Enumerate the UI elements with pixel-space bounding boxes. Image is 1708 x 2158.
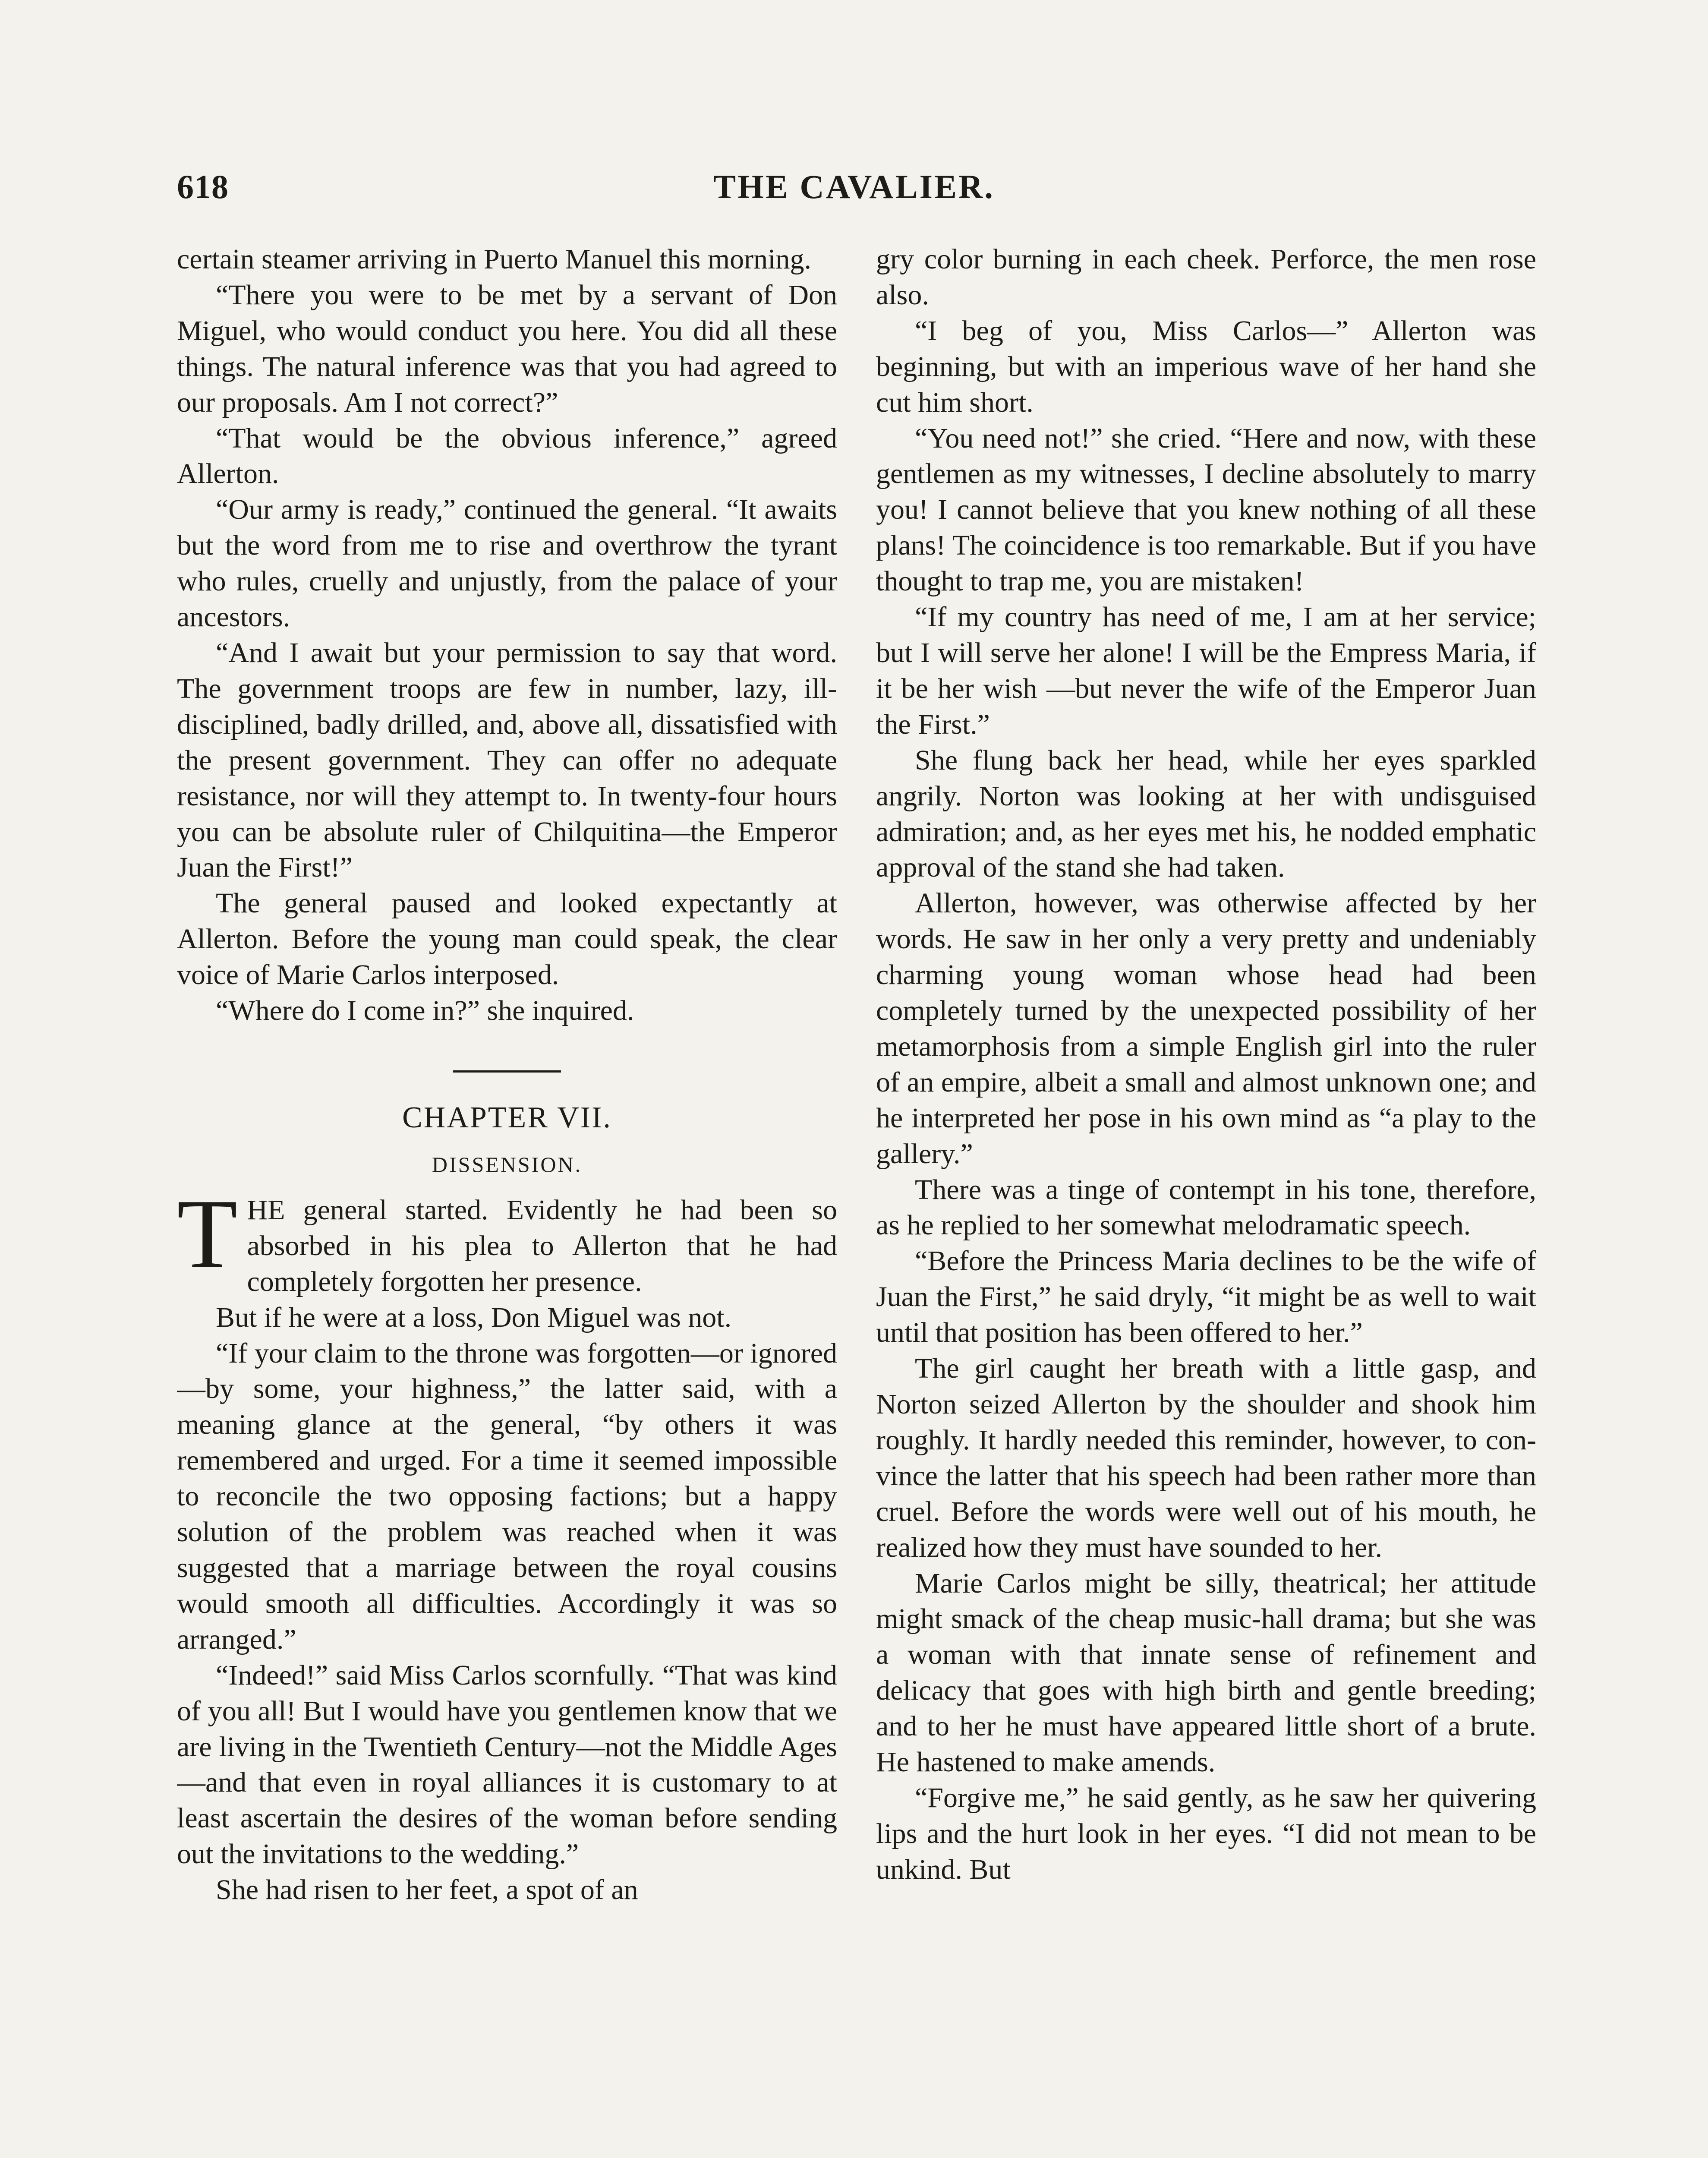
paragraph: “Our army is ready,” continued the general. “It awaits but the word from me to rise and overthrow the tyrant who rules, cruelly and unjustly, from the palace of your ancestors. [177,494,837,633]
paragraph: “Before the Princess Maria declines to be the wife of Juan the First,” he said dryly, “it might be as well to wait until that position has been offered to her.” [876,1245,1536,1349]
chapter-title: CHAPTER VII. [402,1101,612,1134]
paragraph: Marie Carlos might be silly, theatrical; her attitude might smack of the cheap music-hall drama; but she was a woman with that innate sense of refinement and delicacy that goes with high birth and gentle breeding; and to her he must have appeared little short of a brute. He hastened to make amends. [876,1567,1536,1778]
paragraph: “You need not!” she cried. “Here and now, with these gentlemen as my witnesses, I decline absolutely to marry you! I cannot believe that you knew nothing of all these plans! The coincidence is too remarkable. But if you have thought to trap me, you are mistaken! [876,422,1536,597]
paragraph: “If my country has need of me, I am at her service; but I will serve her alone! I will be the Empress Maria, if it be her wish —but never the wife of the Emperor Juan the First.” [876,601,1536,740]
chapter-opening-paragraph [177,1178,837,1300]
paragraph: The general paused and looked expectantly at Allerton. Before the young man could speak, the clear voice of Marie Carlos interposed. [177,887,837,991]
paragraph: “There you were to be met by a servant of Don Miguel, who would conduct you here. You did all these things. The natural inference was that you had agreed to our proposals. Am I not correct?” [177,279,837,418]
paragraph: The girl caught her breath with a little gasp, and Norton seized Allerton by the shoulder and shook him roughly. It hardly needed this reminder, however, to convince the latter that his speech had been rather more than cruel. Before the words were well out of his mouth, he realized how they must have sounded to her. [876,1353,1536,1563]
paragraph: Allerton, however, was otherwise affected by her words. He saw in her only a very pretty and undeniably charming young woman whose head had been completely turned by the unexpected possibility of her metamorphosis from a simple English girl into the ruler of an empire, albeit a small and almost unknown one; and he interpreted her pose in his own mind as “a play to the gallery.” [876,887,1536,1170]
paragraph: “Forgive me,” he said gently, as he saw her quivering lips and the hurt look in her eyes. “I did not mean to be unkind. But [876,1782,1536,1885]
section-divider [453,1070,561,1073]
paragraph: But if he were at a loss, Don Miguel was not. [216,1301,732,1333]
left-column [177,242,837,2158]
paragraph: “If your claim to the throne was forgotten—or ignored—by some, your highness,” the latter said, with a meaning glance at the general, “by others it was remembered and urged. For a time it seemed impossible to reconcile the two opposing factions; but a happy solution of the problem was reached when it was suggested that a marriage between the royal cousins would smooth all difficulties. Accordingly it was so arranged.” [177,1337,837,1655]
page-header [177,167,1531,215]
paragraph: She flung back her head, while her eyes sparkled angrily. Norton was looking at her with undisguised admiration; and, as her eyes met his, he nodded emphatic approval of the stand she had taken. [876,744,1536,883]
page-number: 618 [177,168,229,205]
paragraph: “Indeed!” said Miss Carlos scornfully. “That was kind of you all! But I would have you gentlemen know that we are living in the Twentieth Century—not the Middle Ages—and that even in royal alliances it is customary to at least ascertain the desires of the woman before sending out the invitations to the wedding.” [177,1659,837,1870]
opening-text: HE general started. Evidently he had been so absorbed in his plea to Allerton that he had completely forgotten her presence. [247,1194,837,1297]
paragraph: “That would be the obvious inference,” agreed Allerton. [177,422,837,490]
paragraph: “And I await but your permission to say that word. The government troops are few in number, lazy, ill-disciplined, badly drilled, and, above all, dissatisfied with the present government. They can offer no adequate resistance, nor will they attempt to. In twenty-four hours you can be absolute ruler of Chilquitina—the Emperor Juan the First!” [177,637,837,883]
right-column [876,242,1536,2158]
paragraph: “Where do I come in?” she inquired. [216,995,634,1027]
chapter-subtitle: DISSENSION. [432,1152,583,1177]
paragraph: There was a tinge of contempt in his tone, therefore, as he replied to her somewhat melodramatic speech. [876,1174,1536,1241]
paragraph: certain steamer arriving in Puerto Manuel this morning. [177,243,811,275]
paragraph: She had risen to her feet, a spot of an [216,1874,638,1906]
paragraph: “I beg of you, Miss Carlos—” Allerton was beginning, but with an imperious wave of her hand she cut him short. [876,315,1536,418]
running-head: THE CAVALIER. [713,168,995,205]
drop-cap: T [177,1178,238,1289]
paragraph: gry color burning in each cheek. Perforce, the men rose also. [876,243,1536,311]
